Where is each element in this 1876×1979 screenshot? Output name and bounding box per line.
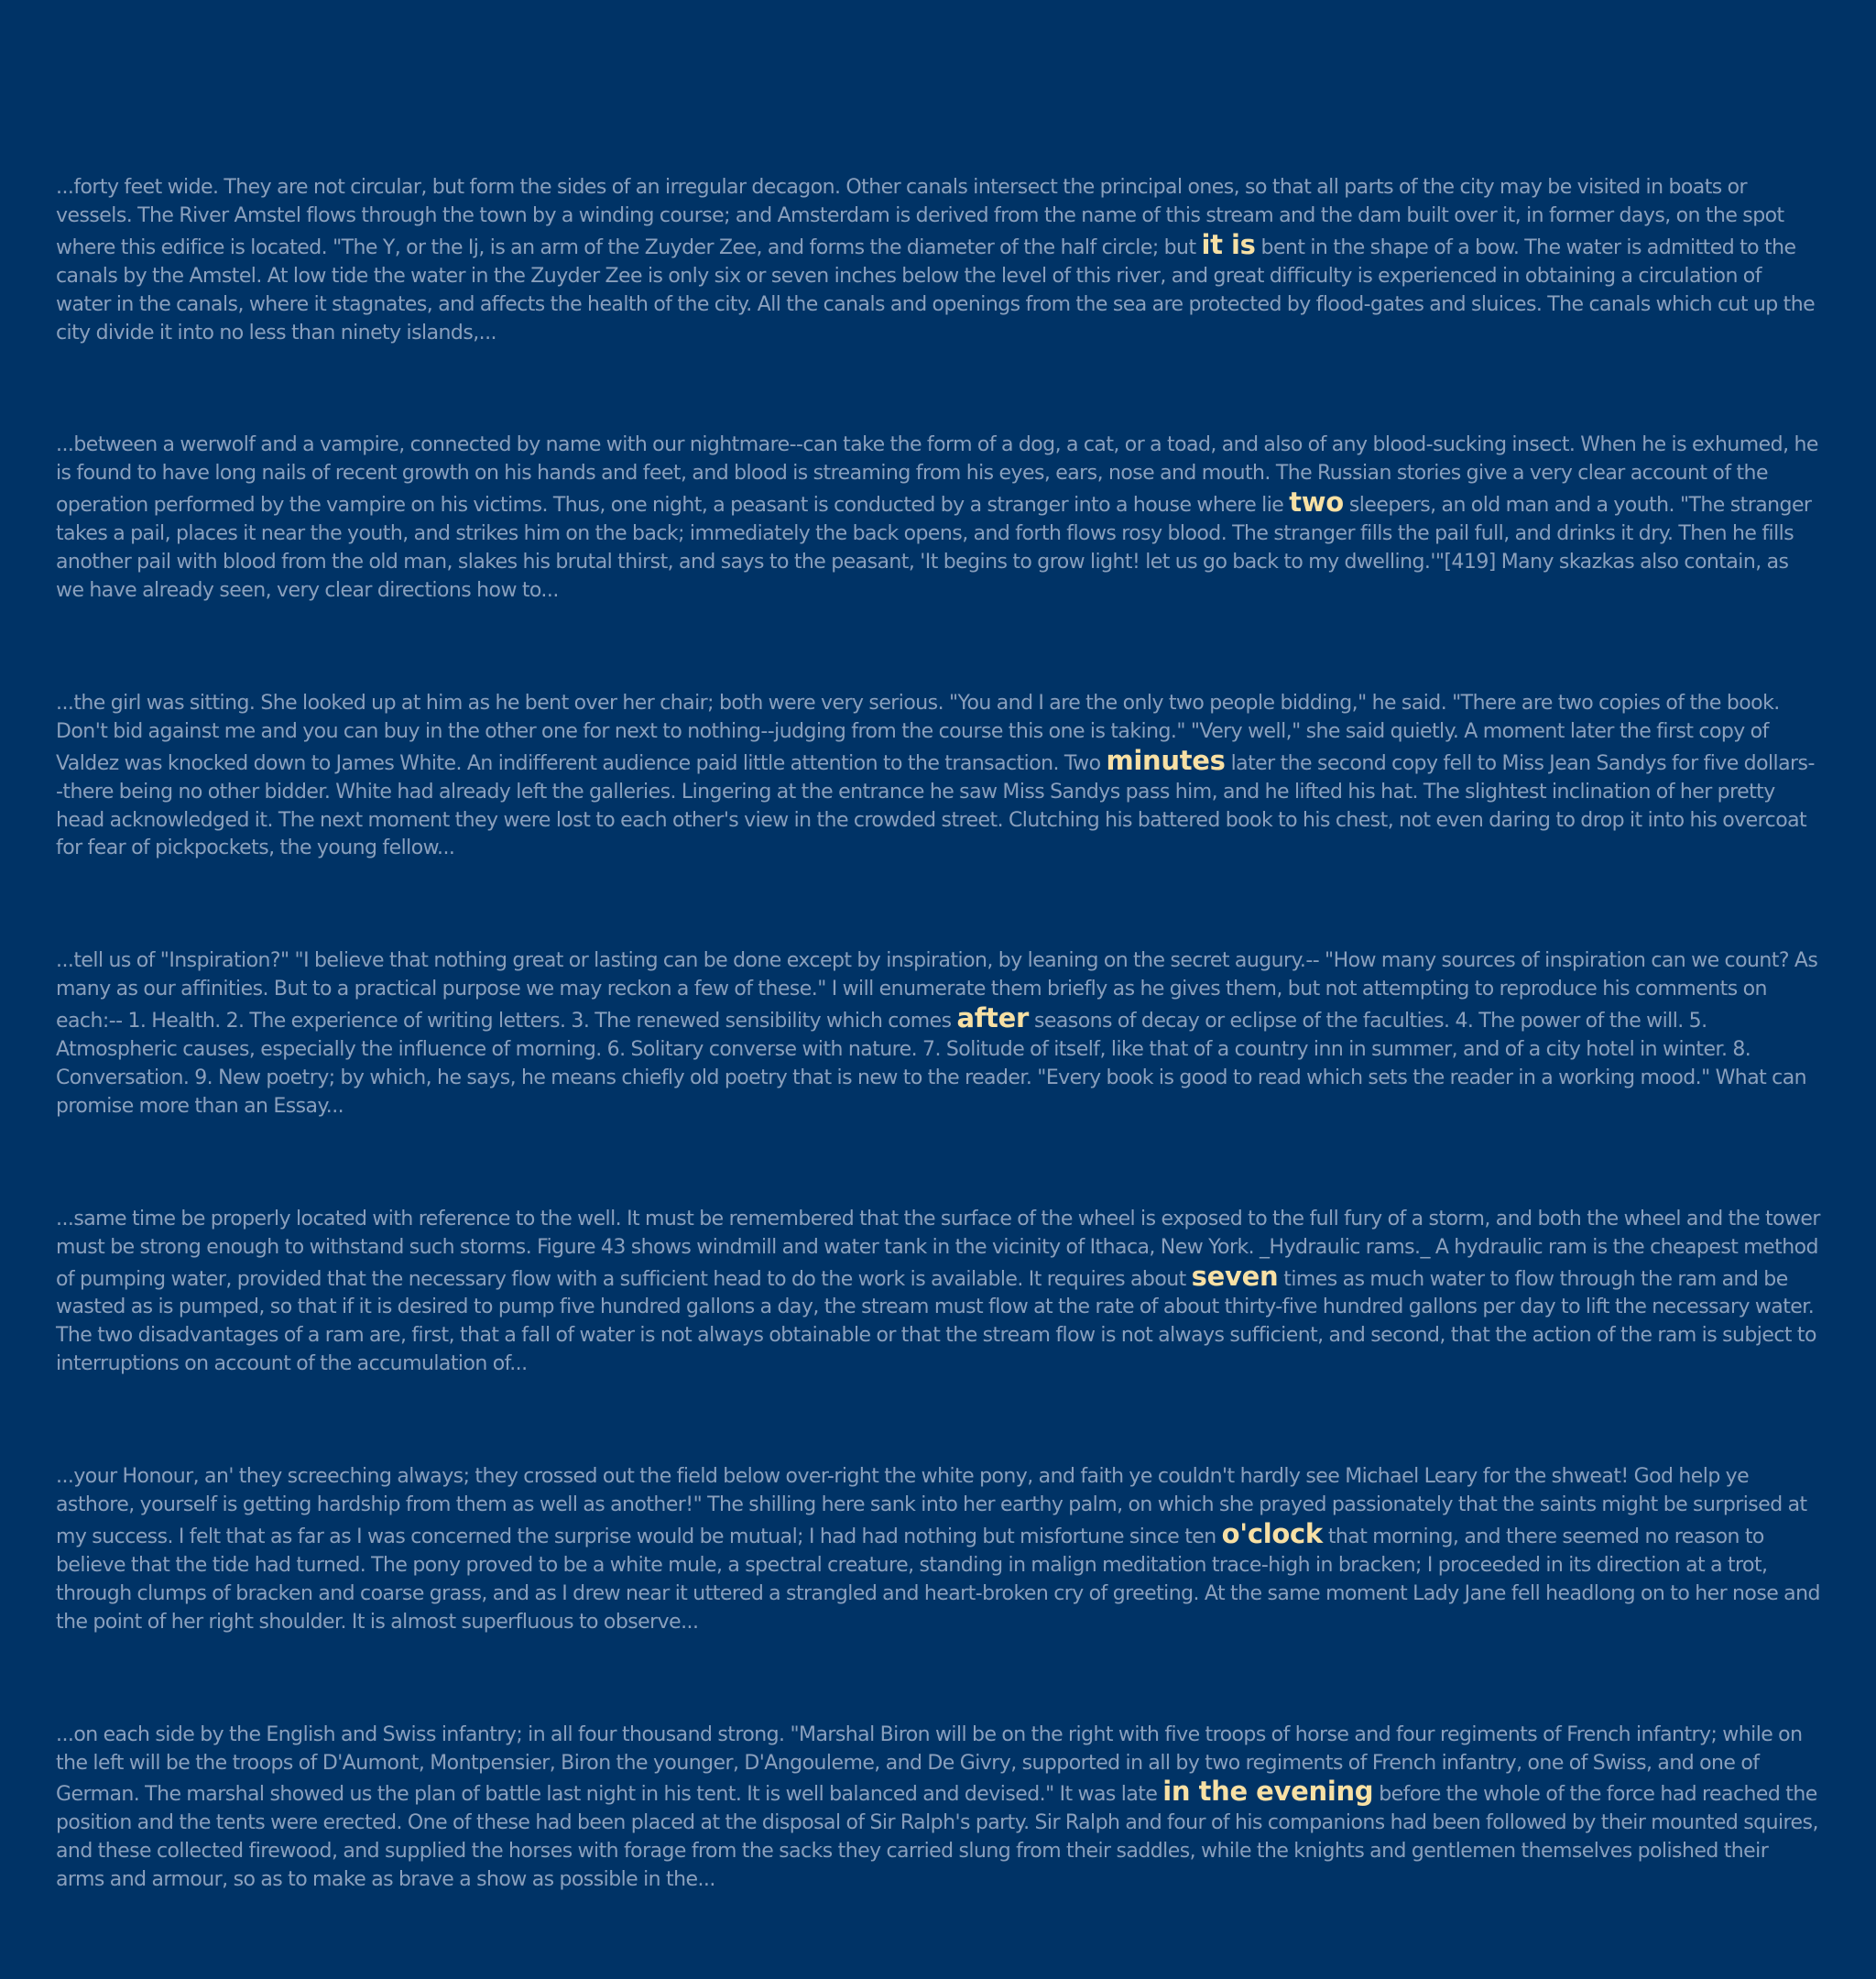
passage-text-before: ...the girl was sitting. She looked up at him as he bent over her chair; both were very serious. "You and I are the only two people bidding," he said. "There are two copies of the book. Don't bid against me and you can buy in the other one for next to nothing--judging from the course this one is taking." "Very well," she said quietly. A moment later the first copy of Valdez was knocked down to James White. An indifferent audience paid little attention to the transaction. Two [56, 691, 1780, 775]
passage-text-after: before the whole of the force had reached the position and the tents were erected. One of these had been placed at the disposal of Sir Ralph's party. Sir Ralph and four of his companions had been followed by their mounted squires, and these collected firewood, and supplied the horses with forage from the sacks they carried slung from their saddles, while the knights and gentlemen themselves polished their arms and armour, so as to make as brave a show as possible in the... [56, 1783, 1818, 1892]
highlighted-phrase: after [956, 1002, 1029, 1034]
highlighted-phrase: o'clock [1221, 1518, 1323, 1549]
passage-list [56, 174, 1820, 1979]
passage-text-before: ...your Honour, an' they screeching always; they crossed out the field below over-right the white pony, and faith ye couldn't hardly see Michael Leary for the shweat! God help ye asthore, yourself is getting hardship from them as well as another!" The shilling here sank into her earthy palm, on which she prayed passionately that the saints might be surprised at my success. I felt that as far as I was concerned the surprise would be mutual; I had had nothing but misfortune since ten [56, 1465, 1807, 1548]
passage-5 [56, 1206, 1820, 1379]
passage-2 [56, 432, 1820, 605]
passage-text-before: ...forty feet wide. They are not circular, but form the sides of an irregular decagon. Other canals intersect the principal ones, so that all parts of the city may be visited in boats or vessels. The River Amstel flows through the town by a winding course; and Amsterdam is derived from the name of this stream and the dam built over it, in former days, on the spot where this edifice is located. "The Y, or the Ij, is an arm of the Zuyder Zee, and forms the diameter of the half circle; but [56, 176, 1784, 259]
passage-7 [56, 1722, 1820, 1895]
passage-text-before: ...same time be properly located with reference to the well. It must be remembered that the surface of the wheel is exposed to the full fury of a storm, and both the wheel and the tower must be strong enough to withstand such storms. Figure 43 shows windmill and water tank in the vicinity of Ithaca, New York. _Hydraulic rams._ A hydraulic ram is the cheapest method of pumping water, provided that the necessary flow with a sufficient head to do the work is available. It requires about [56, 1207, 1820, 1291]
passage-text-before: ...between a werwolf and a vampire, connected by name with our nightmare--can take the form of a dog, a cat, or a toad, and also of any blood-sucking insect. When he is exhumed, he is found to have long nails of recent growth on his hands and feet, and blood is streaming from his eyes, ears, nose and mouth. The Russian stories give a very clear account of the operation performed by the vampire on his victims. Thus, one night, a peasant is conducted by a stranger into a house where lie [56, 433, 1818, 518]
passage-text-after: bent in the shape of a bow. The water is admitted to the canals by the Amstel. At low tide the water in the Zuyder Zee is only six or seven inches below the level of this river, and great difficulty is experienced in obtaining a circulation of water in the canals, where it stagnates, and affects the health of the city. All the canals and openings from the sea are protected by flood-gates and sluices. The canals which cut up the city divide it into no less than ninety islands,... [56, 235, 1816, 344]
passage-text-after: sleepers, an old man and a youth. "The stranger takes a pail, places it near the youth, and strikes him on the back; immediately the back opens, and forth flows rosy blood. The stranger fills the pail full, and drinks it dry. Then he fills another pail with blood from the old man, slakes his brutal thirst, and says to the peasant, 'It begins to grow light! let us go back to my dwelling.'"[419] Many skazkas also contain, as we have already seen, very clear directions how to... [56, 494, 1812, 602]
passage-4 [56, 947, 1820, 1121]
passage-text-after: times as much water to flow through the ram and be wasted as is pumped, so that if it is desired to pump five hundred gallons a day, the stream must flow at the rate of about thirty-five hundred gallons per day to lift the necessary water. The two disadvantages of a ram are, first, that a fall of water is not always obtainable or that the stream flow is not always sufficient, and second, that the action of the ram is subject to interruptions on account of the accumulation of... [56, 1267, 1816, 1376]
highlighted-phrase: minutes [1106, 744, 1226, 776]
highlighted-phrase: in the evening [1162, 1776, 1374, 1808]
passage-3 [56, 690, 1820, 863]
passage-text-after: seasons of decay or eclipse of the faculties. 4. The power of the will. 5. Atmospheric causes, especially the influence of morning. 6. Solitary converse with nature. 7. Solitude of itself, like that of a country inn in summer, and of a city hotel in winter. 8. Conversation. 9. New poetry; by which, he says, he means chiefly old poetry that is new to the reader. "Every book is good to read which sets the reader in a working mood." What can promise more than an Essay... [56, 1010, 1807, 1118]
passage-text-after: that morning, and there seemed no reason to believe that the tide had turned. The pony proved to be a white mule, a spectral creature, standing in malign meditation trace-high in bracken; I proceeded in its direction at a trot, through clumps of bracken and coarse grass, and as I drew near it uttered a strangled and heart-broken cry of greeting. At the same moment Lady Jane fell headlong on to her nose and the point of her right shoulder. It is almost superfluous to observe... [56, 1525, 1820, 1634]
passage-text-before: ...on each side by the English and Swiss infantry; in all four thousand strong. "Marshal Biron will be on the right with five troops of horse and four regiments of French infantry; while on the left will be the troops of D'Aumont, Montpensier, Biron the younger, D'Angouleme, and De Givry, supported in all by two regiments of French infantry, one of Swiss, and one of German. The marshal showed us the plan of battle last night in his tent. It is well balanced and devised." It was late [56, 1722, 1803, 1807]
passage-text-before: ...tell us of "Inspiration?" "I believe that nothing great or lasting can be done except by inspiration, by leaning on the secret augury.-- "How many sources of inspiration can we count? As many as our affinities. But to a practical purpose we may reckon a few of these." I will enumerate them briefly as he gives them, but not attempting to reproduce his comments on each:-- 1. Health. 2. The experience of writing letters. 3. The renewed sensibility which comes [56, 949, 1818, 1033]
passage-1 [56, 174, 1820, 347]
highlighted-phrase: seven [1191, 1260, 1279, 1292]
passage-6 [56, 1463, 1820, 1636]
highlighted-phrase: two [1289, 487, 1344, 519]
passage-text-after: later the second copy fell to Miss Jean Sandys for five dollars--there being no other bidder. White had already left the galleries. Lingering at the entrance he saw Miss Sandys pass him, and he lifted his hat. The slightest inclination of her pretty head acknowledged it. The next moment they were lost to each other's view in the crowded street. Clutching his battered book to his chest, not even daring to drop it into his overcoat for fear of pickpockets, the young fellow... [56, 751, 1815, 860]
highlighted-phrase: it is [1201, 228, 1256, 260]
